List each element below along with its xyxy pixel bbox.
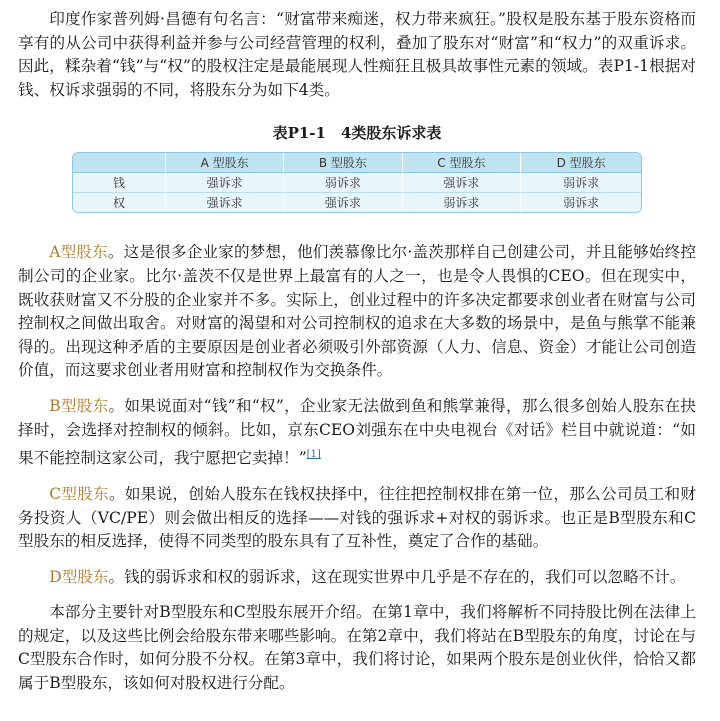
table-header-cell: C 型股东 — [402, 153, 521, 173]
table-header-cell: B 型股东 — [283, 153, 401, 173]
section-b-text: 。如果说面对“钱”和“权”，企业家无法做到鱼和熊掌兼得，那么很多创始人股东在抉择时，会选择对控制权的倾斜。比如，京东CEO刘强东在中央电视台《对话》栏目中就说道：“如果不能控制这家公司，我宁愿把它卖掉！” — [18, 396, 696, 468]
table-cell: 强诉求 — [283, 193, 401, 212]
section-a-label: A型股东 — [49, 243, 108, 262]
section-c-text: 。如果说，创始人股东在钱权抉择中，往往把控制权排在第一位，那么公司员工和财务投资人（VC/PE）则会做出相反的选择——对钱的强诉求+对权的弱诉求。也正是B型股东和C型股东的相反选择，使得不同类型的股东具有了互补性，奠定了合作的基础。 — [18, 484, 696, 551]
section-c-label: C型股东 — [49, 484, 110, 503]
section-b-paragraph — [18, 395, 696, 471]
table-cell: 弱诉求 — [520, 173, 641, 193]
section-d-text: 。钱的弱诉求和权的弱诉求，这在现实世界中几乎是不存在的，我们可以忽略不计。 — [108, 567, 686, 586]
shareholder-demand-table — [72, 152, 642, 213]
intro-paragraph: 印度作家普列姆·昌德有句名言：“财富带来痴迷，权力带来疯狂。”股权是股东基于股东资格而享有的从公司中获得利益并参与公司经营管理的权利，叠加了股东对“财富”和“权力”的双重诉求。因此，糅杂着“钱”与“权”的股权注定是最能展现人性痴狂且极具故事性元素的领域。表P1-1根据对钱、权诉求强弱的不同，将股东分为如下4类。 — [18, 10, 696, 99]
table-header-cell — [73, 153, 165, 173]
table-cell: 强诉求 — [165, 173, 283, 193]
table-cell: 弱诉求 — [402, 193, 521, 212]
section-a-text: 。这是很多企业家的梦想，他们羡慕像比尔·盖茨那样自己创建公司，并且能够始终控制公司的企业家。比尔·盖茨不仅是世界上最富有的人之一，也是令人畏惧的CEO。但在现实中，既收获财富又不分股的企业家并不多。实际上，创业过程中的许多决定都要求创业者在财富与公司控制权之间做出取舍。对财富的渴望和对公司控制权的追求在大多数的场景中，是鱼与熊掌不能兼得的。出现这种矛盾的主要原因是创业者必须吸引外部资源（人力、信息、资金）才能让公司创造价值，而这要求创业者用财富和控制权作为交换条件。 — [18, 243, 696, 380]
section-c-paragraph — [18, 483, 696, 554]
table-cell: 强诉求 — [165, 193, 283, 212]
table-caption: 表P1-1 4类股东诉求表 — [272, 124, 442, 143]
table-header-cell: A 型股东 — [165, 153, 283, 173]
table-row — [73, 173, 641, 193]
table-row-label: 钱 — [73, 173, 165, 193]
section-b-label: B型股东 — [49, 396, 109, 415]
footnote-link[interactable]: [1] — [306, 449, 321, 461]
table-cell: 弱诉求 — [520, 193, 641, 212]
table-wrapper — [18, 152, 696, 213]
table-header-cell: D 型股东 — [520, 153, 641, 173]
section-d-label: D型股东 — [49, 567, 109, 586]
table-row-label: 权 — [73, 193, 165, 212]
footnote-marker — [307, 446, 321, 461]
table-row — [73, 193, 641, 212]
section-d-paragraph — [18, 566, 696, 590]
closing-paragraph: 本部分主要针对B型股东和C型股东展开介绍。在第1章中，我们将解析不同持股比例在法律上的规定，以及这些比例会给股东带来哪些影响。在第2章中，我们将站在B型股东的角度，讨论在与C型股东合作时，如何分股不分权。在第3章中，我们将讨论，如果两个股东是创业伙伴，恰恰又都属于B型股东，该如何对股权进行分配。 — [18, 603, 696, 693]
table-cell: 弱诉求 — [283, 173, 401, 193]
table-header-row — [73, 153, 641, 173]
table-cell: 强诉求 — [402, 173, 521, 193]
section-a-paragraph — [18, 241, 696, 383]
